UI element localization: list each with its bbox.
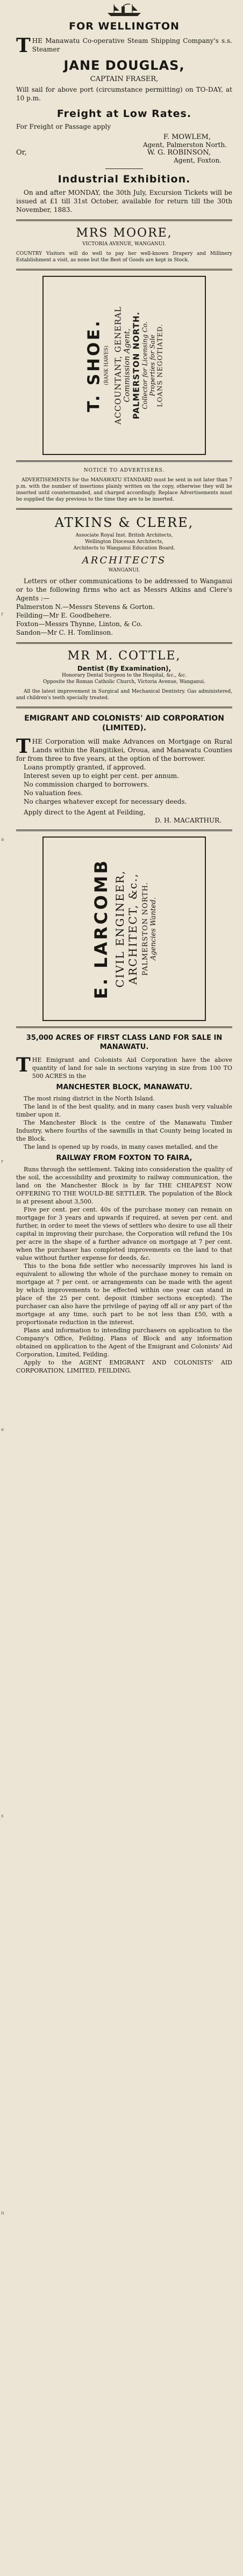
ad-name: T. SHOE. [84,319,104,412]
advertisement-column [16,0,232,2576]
divider [16,508,232,510]
vertical-ad-box [42,836,206,1021]
place-line: WANGANUI. [108,568,140,573]
ad-line: LOANS NEGOTIATED. [156,324,164,407]
hoe-ad [16,276,232,455]
margin-mark: n [1,2211,4,2216]
land-paragraph: Plans and information to intending purchasers on application to the Company's Office, Feilding. Plans of Block and any information obtained on application to the Agent of the Emigrant and Colonists' Aid Corporation, Limited, Feilding. [16,1327,232,1358]
sailing-info: Will sail for above port (circumstance permitting) on TO-DAY, at 10 p.m. [16,86,232,102]
divider [16,707,232,708]
or-label: Or, [16,149,27,157]
section-heading: MR M. COTTLE, [67,649,181,663]
credential-line: Associate Royal Inst. British Architects, [75,533,173,538]
divider [16,460,232,462]
section-heading: 35,000 ACRES OF FIRST CLASS LAND FOR SALE IN MANAWATU. [26,1034,223,1051]
section-heading: ATKINS & CLERE, [54,515,194,530]
larcomb-ad [16,836,232,1021]
emigrant-line: Apply direct to the Agent at Feilding, [24,809,146,816]
exhibition-body: On and after MONDAY, the 30th July, Excursion Tickets will be issued at £1 till 31st October, available for return till the 30th November, 1883. [16,189,232,214]
exhibition-ad [16,173,232,214]
land-paragraph: Runs through the settlement. Taking into consideration the quality of the soil, the accessibility and proximity to railway communication, the land on the Manchester Block is by far THE CHEAPEST NOW OFFERING TO THE WOULD-BE SETTLER. The population of the Block is at present about 3,500. [16,1166,232,1205]
block-name: MANCHESTER BLOCK, MANAWATU. [56,1083,192,1091]
drop-cap: T [16,1054,31,1076]
emigrant-line: No valuation fees. [24,789,83,797]
margin-mark: s [1,1814,4,1819]
ad-name: E. LARCOMB [91,858,111,999]
ad-line: Commission Agent, [123,328,132,402]
divider [16,830,232,831]
land-paragraph: Five per cent. per cent. 40s of the purchase money can remain on mortgage for 3 years and upwards if required, at seven per cent. and further, in order to meet the views of settlers who desire to use all their capital in improving their purchase, the Corporation will refund the 10s per acre in the shape of a further advance on mortgage at 7 per cent. when the purchaser has completed improvements on the land to that value without further expense for deeds, &c. [16,1206,232,1261]
margin-mark: a [1,837,4,842]
section-heading: Industrial Exhibition. [58,173,191,185]
ad-line: Collector for Licensing Co. [141,321,149,409]
land-intro [16,1056,232,1080]
freight-heading: Freight at Low Rates. [56,108,192,120]
signature-line: D. H. MACARTHUR. [155,817,221,824]
list-item: Feilding—Mr E. Goodbehere. [16,612,112,619]
ad-line: Agencies Wanted. [149,897,158,960]
margin-mark: e [1,1427,4,1433]
drop-cap: T [16,735,31,758]
margin-mark: r [1,1159,4,1164]
divider [105,168,143,169]
emigrant-body-text: HE Corporation will make Advances on Mortgage on Rural Lands within the Rangitikei, Oroua, and Manawatu Counties for from three to five years, at the option of the borrower. [16,738,232,762]
title-line: ARCHITECTS [82,555,167,566]
list-item: Palmerston N.—Messrs Stevens & Gorton. [16,603,155,611]
captain-name: CAPTAIN FRASER, [90,75,159,83]
agent-place: Agent, Palmerston North. [143,141,227,149]
sub-heading: Dentist (By Examination), [77,665,171,672]
agent-list [16,603,232,637]
divider [16,269,232,270]
agent-name: W. G. ROBINSON, [147,149,211,157]
ad-line: PALMERSTON NORTH. [131,311,141,420]
freight-intro: For Freight or Passage apply [16,123,111,130]
land-intro-text: HE Emigrant and Colonists Aid Corporation have the above quantity of land for sale in sections varying in size from 100 TO 500 ACRES in the [32,1056,232,1080]
info-line: Honorary Dental Surgeon to the Hospital, &c., &c. [61,673,187,678]
land-paragraph: This to the bona fide settler who necessarily improves his land is equivalent to allowing the whole of the purchase money to remain on mortgage at 7 per cent. or arrangements can be made with the agent by which improvements to be effected within one year can stand in place of the 25 per cent. deposit (timber sections excepted). The purchaser can also have the privilege of paying off all or any part of the mortgage at any time, such part to be not less than £50, with a proportionate reduction in the interest. [16,1263,232,1326]
emigrant-line: Loans promptly granted, if approved. [24,764,146,771]
divider [16,1026,232,1028]
intro-text-body: HE Manawatu Co-operative Steam Shipping Company's s.s. Steamer [32,37,232,53]
margin-mark: r [1,612,4,617]
notice-ad [16,467,232,503]
emigrant-line: No commission charged to borrowers. [24,781,149,788]
land-paragraph: The most rising district in the North Island. [24,1095,155,1102]
section-heading: MRS MOORE, [76,226,173,240]
emigrant-body [16,737,232,763]
ad-line: ARCHITECT, &c., [126,872,139,985]
section-heading: NOTICE TO ADVERTISERS. [83,468,165,473]
land-paragraph: The Manchester Block is the centre of the Manawatu Timber Industry, where fourths of the sawmills in that County being located in the Block. [16,1119,232,1142]
ad-line: Properties for Sale [148,334,156,397]
land-paragraph: Apply to the AGENT EMIGRANT AND COLONISTS' AID CORPORATION, LIMITED, FEILDING. [16,1359,232,1374]
land-paragraph: The land is opened up by roads, in many cases metalled, and the [24,1143,218,1150]
divider [16,642,232,644]
ad-line: PALMERSTON NORTH. [141,882,149,976]
info-line: Opposite the Roman Catholic Church, Victoria Avenue, Wanganui. [42,679,206,685]
steamship-icon [105,3,143,17]
emigrant-line: No charges whatever except for necessary deeds. [24,798,187,805]
rotated-text [85,280,164,451]
list-item: Foxton—Messrs Thynne, Linton, & Co. [16,620,142,628]
ad-line: ACCOUNTANT, GENERAL [113,306,123,425]
atkins-ad [16,515,232,637]
rotated-text [91,840,158,1017]
wellington-ad [16,0,232,164]
vertical-ad-box [42,276,206,455]
moore-ad [16,226,232,263]
cottle-ad [16,649,232,701]
cottle-body: All the latest improvement in Surgical and Mechanical Dentistry. Gas administered, and children's teeth specially treated. [16,689,232,701]
railway-line: RAILWAY FROM FOXTON TO FAIRA, [56,1154,192,1162]
notice-body: ADVERTISEMENTS for the MANAWATU STANDARD must be sent in not later than 7 p.m. with the number of insertions plainly written on the copy, otherwise they will be inserted until countermanded, and charged accordingly. Replace Advertisements must be supplied the day previous to the time they are to be inserted. [16,478,232,502]
atkins-body: Letters or other communications to be addressed to Wanganui or to the following firms who act as Messrs Atkins and Clere's Agents :— [16,577,232,602]
ship-name: JANE DOUGLAS, [63,58,185,73]
land-paragraph: The land is of the best quality, and in many cases bush very valuable timber upon it. [16,1103,232,1118]
intro-text [16,34,232,57]
list-item: Sandon—Mr C. H. Tomlinson. [16,629,113,636]
section-heading: FOR WELLINGTON [69,20,180,32]
agent-name: F. MOWLEM, [163,133,211,141]
moore-body: COUNTRY Visitors will do well to pay her well-known Drapery and Millinery Establishment a visit, as none but the Best of Goods are kept in Stock. [16,251,232,263]
section-heading: EMIGRANT AND COLONISTS' AID CORPORATION (LIMITED). [24,714,224,732]
drop-cap: T [16,34,31,57]
land-sale-ad [16,1033,232,1375]
credential-line: Wellington Diocesan Architects, [85,539,163,545]
agent-place: Agent, Foxton. [174,157,221,164]
address-line: VICTORIA AVENUE, WANGANUI. [82,241,166,247]
ad-line: CIVIL ENGINEER, [113,870,126,988]
divider [16,219,232,221]
credential-line: Architects to Wanganui Education Board. [73,546,175,551]
ad-sub: (RANK HAWES) [104,346,110,385]
emigrant-line: Interest seven up to eight per cent. per annum. [24,772,179,780]
emigrant-ad [16,714,232,824]
